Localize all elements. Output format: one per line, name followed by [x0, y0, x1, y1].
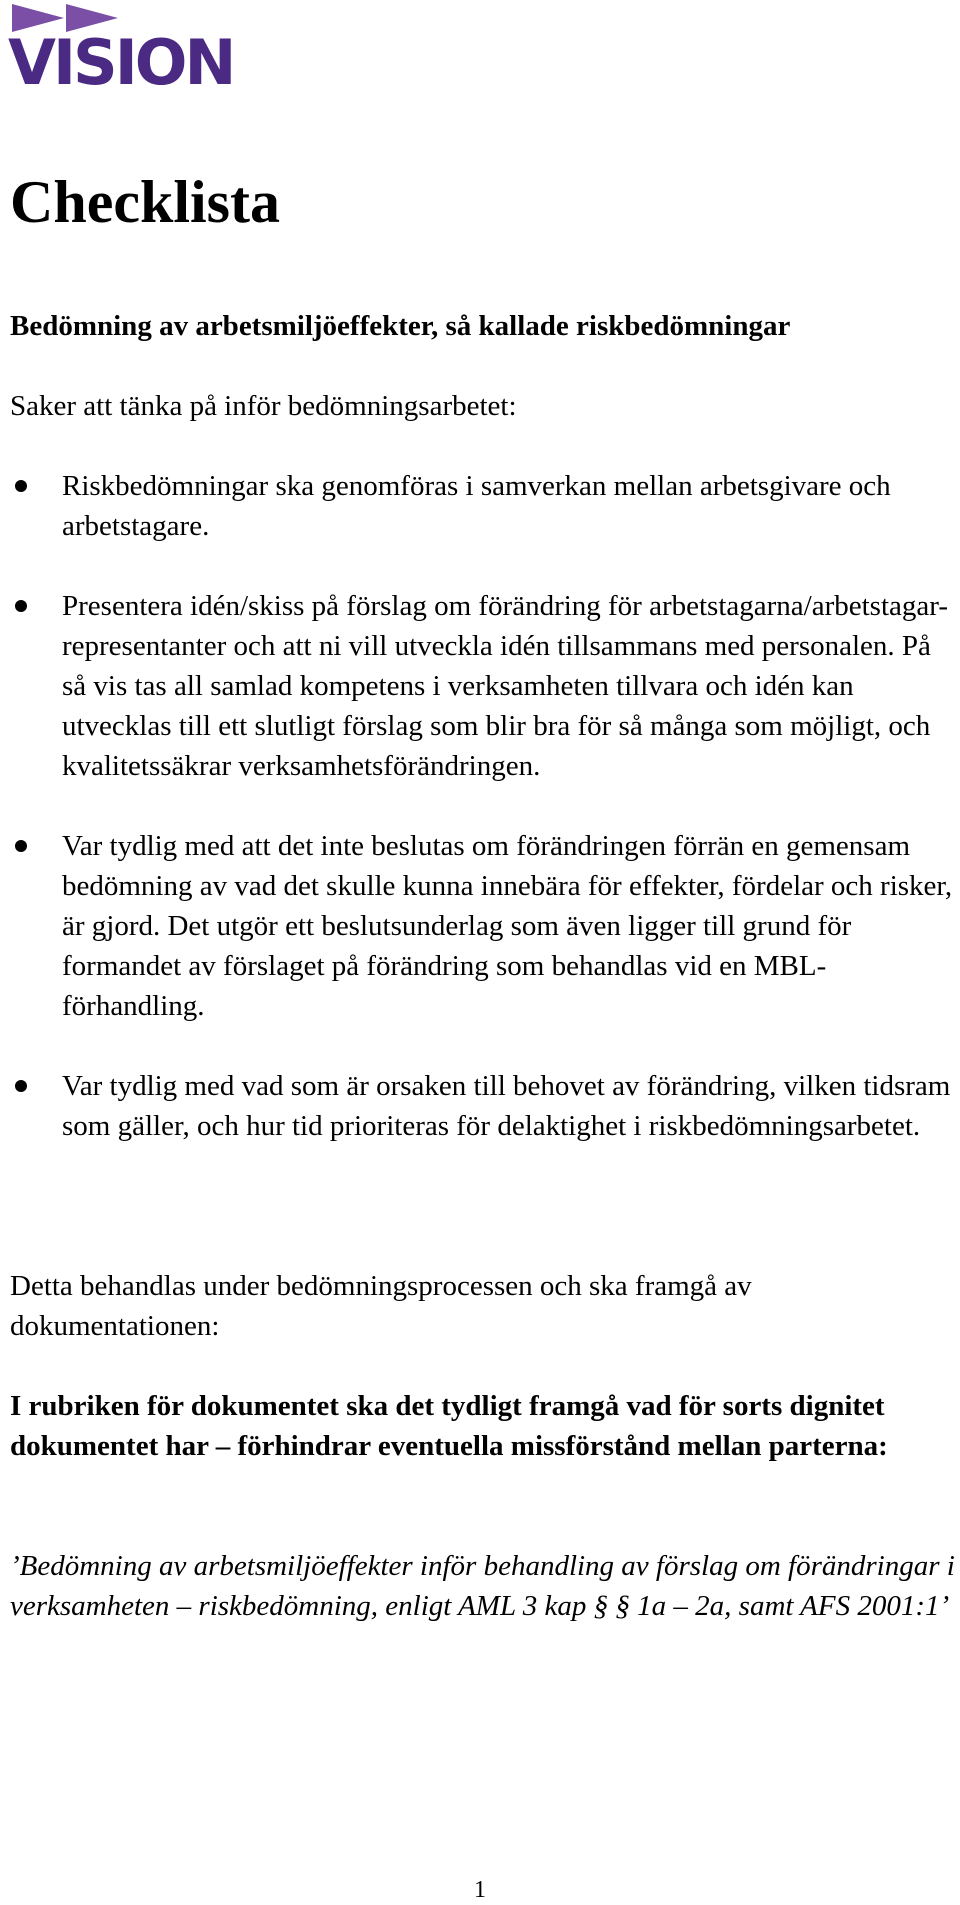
page-title: Checklista — [10, 169, 280, 235]
bullet-text: Var tydlig med att det inte beslutas om förändringen förrän en gemensam bedömning av vad det skulle kunna innebära för effekter, fördelar och risker, är gjord. Det utgör ett beslutsunderlag som även ligger till grund för formandet av förslaget på förändring som behandlas vid en MBL-förhandling. — [62, 830, 953, 1022]
bullet-item — [10, 1066, 955, 1146]
document-subtitle: Bedömning av arbetsmiljöeffekter, så kallade riskbedömningar — [10, 310, 791, 342]
bullet-item — [10, 826, 955, 1026]
checklist-bullets — [10, 466, 955, 1186]
page-number: 1 — [474, 1877, 486, 1903]
logo-wordmark: VISION — [8, 26, 234, 99]
bullet-item — [10, 586, 955, 786]
bullet-text: Riskbedömningar ska genomföras i samverkan mellan arbetsgivare och arbetstagare. — [62, 470, 891, 542]
rubrik-heading: I rubriken för dokumentet ska det tydligt framgå vad för sorts dignitet dokumentet har – förhindrar eventuella missförstånd mellan parterna: — [10, 1390, 888, 1462]
vision-logo — [8, 2, 234, 99]
process-text: Detta behandlas under bedömningsprocessen och ska framgå av dokumentationen: — [10, 1270, 752, 1342]
bullet-item — [10, 466, 955, 546]
bullet-icon — [15, 1080, 27, 1092]
bullet-icon — [15, 840, 27, 852]
intro-text: Saker att tänka på inför bedömningsarbetet: — [10, 390, 517, 422]
bullet-icon — [15, 480, 27, 492]
bullet-text: Presentera idén/skiss på förslag om förändring för arbetstagarna/arbetstagar-representanter och att ni vill utveckla idén tillsammans med personalen. På så vis tas all samlad kompetens i verksamheten tillvara och idén kan utvecklas till ett slutligt förslag som blir bra för så många som möjligt, och kvalitetssäkrar verksamhetsförändringen. — [62, 590, 949, 782]
bullet-text: Var tydlig med vad som är orsaken till behovet av förändring, vilken tidsram som gäller, och hur tid prioriteras för delaktighet i riskbedömningsarbetet. — [62, 1070, 951, 1142]
example-document-title: ’Bedömning av arbetsmiljöeffekter inför behandling av förslag om förändringar i verksamheten – riskbedömning, enligt AML 3 kap § § 1a – 2a, samt AFS 2001:1’ — [10, 1550, 955, 1622]
bullet-icon — [15, 600, 27, 612]
